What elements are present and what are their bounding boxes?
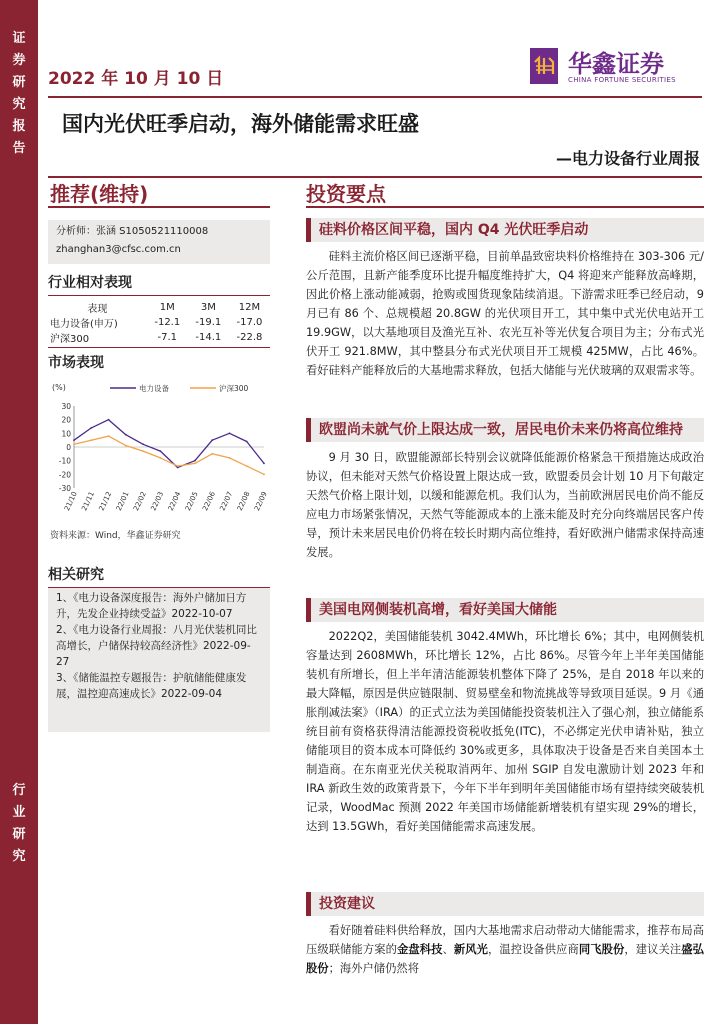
table-cell: -19.1 [195,317,222,328]
body-text: 看好随着硅料供给释放，国内大基地需求启动带动大储能需求，推荐布局高压级联储能方案的 [306,924,704,956]
x-tick-label: 22/08 [235,490,252,513]
market-title: 市场表现 [48,355,104,371]
body-text: ，温控设备供应商 [487,943,579,956]
data-point [211,453,213,455]
table-cell: -22.8 [236,332,263,343]
table-cell: -7.1 [157,332,178,343]
y-tick-label: -30 [58,484,71,493]
section-4 [306,892,704,978]
x-tick-label: 22/07 [218,490,235,513]
section-heading: 欧盟尚未就气价上限达成一致，居民电价未来仍将高位维持 [306,418,704,442]
x-tick-label: 22/05 [183,490,200,513]
data-point [108,435,110,437]
sidebar-label-top: 证 券 研 究 报 告 [12,31,26,156]
y-tick-label: -20 [58,470,71,480]
section-body: 2022Q2，美国储能装机 3042.4MWh，环比增长 6%；其中，电网侧装机容量达到 2608MWh，环比增长 12%，占比 86%。尽管今年上半年美国储能装机有所增长，但上半年清洁能源装机整体下降了 25%，是自 2018 年以来的最大降幅，原因是供应链限制、贸易壁垒和物流挑战等导致项目延误。9 月《通胀削减法案》（IRA）的正式立法为美国储能投资装机注入了强心剂，独立储能系统目前有资格获得清洁能源投资税收抵免(ITC)，不必绑定光伏申请补贴，独立储能项目的资本成本可降低约 30%或更多，具体取决于设备是否来自美国本土制造商。在东南亚光伏关税取消两年、加州 SGIP 自发电激励计划 2023 年和 IRA 新政生效的政策背景下，今年下半年到明年美国储能市场有望持续突破装机记录，WoodMac 预测 2022 年美国市场储能新增装机有望实现 29%的增长，达到 13.5GWh，看好美国储能需求高速发展。 [306,630,704,833]
data-point [90,439,92,441]
section-body: 硅料主流价格区间已逐渐平稳，目前单晶致密块料价格维持在 303-306 元/公斤范围，且新产能季度环比提升幅度维持扩大，Q4 将迎来产能释放高峰期，因此价格上涨动能减弱，抢购或囤货现象陆续消退。下游需求旺季已经启动，9 月已有 86 个、总规模超 20.8GW 的光伏项目开工，其中集中式光伏电站开工 19.9GW，以大基地项目及渔光互补、农光互补等光伏复合项目为主；分布式光伏开工 921.8MW，其中整县分布式光伏项目开工规模 425MW，占比 46%。看好硅料产能释放后的大基地需求释放，包括大储能与光伏玻璃的双艰需求等。 [306,250,704,377]
stock-name: 同飞股份 [578,943,625,956]
body-text: ，建议关注 [624,943,682,956]
market-chart [48,376,270,526]
y-axis-label: (%) [52,383,66,392]
section-1 [306,218,704,380]
x-tick-label: 21/12 [97,490,114,513]
report-subtitle: —电力设备行业周报 [555,149,700,168]
table-header-cell: 1M [159,302,175,313]
company-logo-icon [530,48,558,84]
header-divider [48,96,702,98]
data-point [73,439,75,441]
rating-label: 推荐(维持) [50,182,149,206]
sidebar-label-bottom: 行 业 研 究 [12,783,26,864]
legend-label: 电力设备 [139,384,169,393]
research-section [48,564,270,588]
market-section [48,352,270,372]
key-points-heading: 投资要点 [306,182,386,206]
analyst-name: 分析师：张涵 S1050521110008 [56,226,209,237]
section-heading: 硅料价格区间平稳，国内 Q4 光伏旺季启动 [306,218,704,242]
y-tick-label: 0 [66,443,71,452]
data-point [194,463,196,465]
research-list [48,588,270,732]
stock-name: 金盘科技 [396,943,443,956]
body-text: 、 [442,943,454,956]
y-tick-label: 30 [61,402,71,411]
y-tick-label: -10 [58,456,71,466]
table-cell: -17.0 [236,317,263,328]
section-heading: 美国电网侧装机高增，看好美国大储能 [306,598,704,622]
data-point [73,443,75,445]
performance-title: 行业相对表现 [48,275,132,291]
market-chart-svg [48,376,270,526]
research-item[interactable]: 3、《储能温控专题报告：护航储能健康发展，温控迎高速成长》2022-09-04 [56,672,247,700]
rating-underline [48,206,270,208]
table-bottom-rule [48,347,270,348]
y-tick-label: 10 [61,429,71,439]
data-point [142,450,144,452]
x-tick-label: 21/11 [80,490,97,513]
table-cell: 电力设备(申万) [50,319,118,330]
x-tick-label: 22/03 [149,490,166,513]
analyst-box [48,220,270,264]
table-cell: 沪深300 [50,334,90,345]
table-header-row [48,300,270,315]
section-body: 9 月 30 日，欧盟能源部长特别会议就降低能源价格紧急干预措施达成政治协议，但未能对天然气价格设置上限达成一致，欧盟委员会计划 10 月下旬敲定天然气价格上限计划，以缓和能源危机。我们认为，当前欧洲居民电价尚不能反应电力市场紧张情况，天然气等能源成本的上涨未能及时充分向终端居民客户传导，预计未来居民电价仍将在较长时期内高位维持，看好欧洲户储需求保持高速发展。 [306,451,704,559]
data-point [229,432,231,434]
data-point [263,463,265,465]
x-tick-label: 22/09 [253,490,269,513]
data-point [159,450,161,452]
company-logo-name: 华鑫证券 [568,50,664,78]
section-3 [306,598,704,836]
report-title: 国内光伏旺季启动，海外储能需求旺盛 [62,112,419,136]
stock-name: 盛弘股份 [306,943,704,975]
research-item[interactable]: 2、《电力设备行业周报：八月光伏装机同比高增长，户储保持较高经济性》2022-09-27 [56,624,257,668]
y-tick-label: 20 [61,415,71,425]
analyst-email[interactable]: zhanghan3@cfsc.com.cn [56,244,181,255]
body-text: ；海外户储仍然将 [328,962,419,975]
data-point [263,473,265,475]
section-heading: 投资建议 [306,892,704,916]
key-points-underline [306,206,704,208]
data-point [211,439,213,441]
performance-divider [48,295,270,296]
chart-source: 资料来源：Wind，华鑫证券研究 [50,531,181,541]
x-tick-label: 22/04 [166,490,183,513]
table-cell: -14.1 [195,332,222,343]
data-point [177,465,179,467]
section-body [306,921,704,978]
data-point [229,457,231,459]
section-2 [306,418,704,562]
data-point [246,465,248,467]
table-row [48,315,270,330]
performance-section [48,272,270,348]
table-cell: -12.1 [154,317,181,328]
table-header-cell: 12M [238,302,261,313]
series-line [74,436,264,474]
performance-table [48,300,270,345]
research-title: 相关研究 [48,567,104,583]
data-point [90,427,92,429]
research-item[interactable]: 1、《电力设备深度报告：海外户储加日方升，先发企业持续受益》2022-10-07 [56,592,247,620]
data-point [108,419,110,421]
table-row [48,330,270,345]
report-date: 2022 年 10 月 10 日 [48,69,224,89]
data-point [125,445,127,447]
stock-name: 新风光 [453,943,488,956]
data-point [246,441,248,443]
legend-label: 沪深300 [219,384,249,393]
table-header-cell: 3M [200,302,216,313]
x-tick-label: 22/02 [132,490,148,513]
data-point [194,460,196,462]
table-header-cell: 表现 [87,304,108,315]
data-point [159,457,161,459]
x-tick-label: 22/01 [114,490,131,513]
data-point [142,443,144,445]
data-point [125,434,127,436]
x-tick-label: 21/10 [63,490,79,513]
x-tick-label: 22/06 [201,490,217,513]
company-logo-english: CHINA FORTUNE SECURITIES [568,76,676,84]
